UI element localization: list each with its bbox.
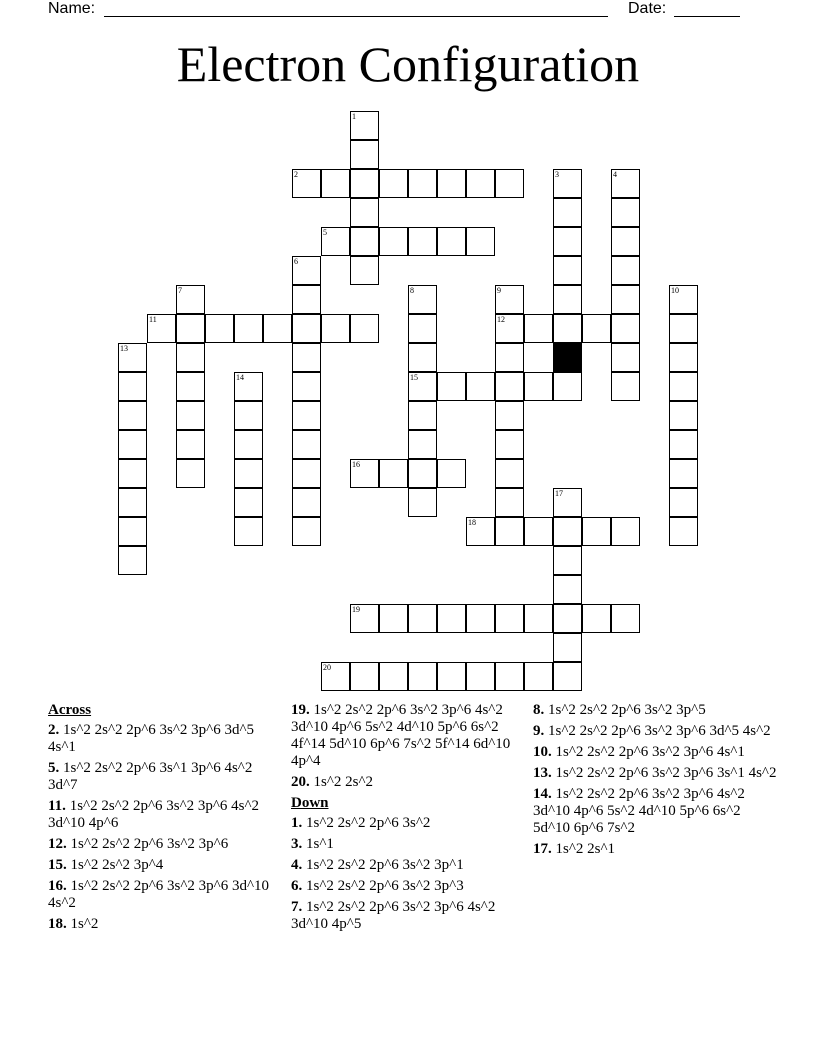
clue-number: 19. (291, 702, 310, 718)
grid-cell[interactable] (495, 401, 524, 430)
clue-text: 1s^2 2s^2 2p^6 3s^2 3p^6 3d^10 4s^2 (48, 878, 269, 911)
grid-cell[interactable] (379, 227, 408, 256)
grid-cell[interactable] (118, 430, 147, 459)
clue-down-7 (291, 899, 516, 933)
grid-cell[interactable] (495, 662, 524, 691)
clue-number: 9. (533, 723, 545, 739)
grid-cell[interactable] (495, 314, 524, 343)
name-label: Name: (48, 0, 96, 17)
cell-number: 14 (236, 373, 244, 382)
grid-cell[interactable] (669, 401, 698, 430)
clue-text: 1s^2 2s^2 2p^6 3s^2 3p^6 3d^5 4s^2 (548, 723, 771, 739)
grid-cell[interactable] (553, 285, 582, 314)
clue-text: 1s^2 2s^2 2p^6 3s^2 3p^6 3s^1 4s^2 (555, 765, 777, 781)
clue-number: 11. (48, 798, 66, 814)
grid-cell[interactable] (466, 662, 495, 691)
clue-across-18 (48, 916, 273, 933)
cell-number: 3 (555, 170, 559, 179)
grid-cell[interactable] (292, 459, 321, 488)
clue-down-13 (533, 765, 778, 782)
grid-cell[interactable] (408, 314, 437, 343)
grid-cell[interactable] (466, 604, 495, 633)
grid-cell[interactable] (524, 517, 553, 546)
clue-down-1 (291, 815, 516, 832)
grid-cell[interactable] (350, 662, 379, 691)
grid-cell[interactable] (408, 662, 437, 691)
grid-cell[interactable] (118, 401, 147, 430)
grid-cell[interactable] (611, 169, 640, 198)
grid-cell[interactable] (437, 227, 466, 256)
grid-cell[interactable] (321, 169, 350, 198)
clue-text: 1s^2 2s^2 3p^4 (70, 857, 164, 873)
clue-down-10 (533, 744, 778, 761)
grid-cell[interactable] (495, 430, 524, 459)
clue-number: 14. (533, 786, 552, 802)
grid-cell[interactable] (524, 372, 553, 401)
grid-cell[interactable] (669, 488, 698, 517)
grid-cell[interactable] (408, 488, 437, 517)
clue-number: 5. (48, 760, 60, 776)
cell-number: 16 (352, 460, 360, 469)
grid-cell[interactable] (292, 285, 321, 314)
grid-cell[interactable] (495, 488, 524, 517)
clue-text: 1s^2 2s^2 2p^6 3s^2 3p^6 4s^2 3d^10 4p^6 5s^2 4d^10 5p^6 6s^2 5d^10 6p^6 7s^2 (533, 786, 745, 836)
grid-cell[interactable] (611, 256, 640, 285)
clue-text: 1s^2 2s^2 (313, 774, 374, 790)
grid-cell[interactable] (466, 169, 495, 198)
clue-down-8 (533, 702, 778, 719)
grid-cell[interactable] (553, 604, 582, 633)
grid-cell[interactable] (408, 372, 437, 401)
clue-text: 1s^2 2s^2 2p^6 3s^2 3p^6 4s^1 (555, 744, 745, 760)
grid-cell[interactable] (292, 343, 321, 372)
grid-cell[interactable] (553, 314, 582, 343)
grid-cell[interactable] (350, 604, 379, 633)
grid-cell[interactable] (234, 430, 263, 459)
grid-cell[interactable] (176, 372, 205, 401)
grid-cell[interactable] (292, 256, 321, 285)
grid-cell[interactable] (408, 430, 437, 459)
grid-cell[interactable] (408, 401, 437, 430)
grid-cell[interactable] (437, 169, 466, 198)
clue-text: 1s^2 2s^2 2p^6 3s^2 3p^1 (306, 857, 464, 873)
grid-cell[interactable] (669, 517, 698, 546)
grid-cell[interactable] (292, 169, 321, 198)
clue-text: 1s^2 2s^2 2p^6 3s^2 3p^6 4s^2 3d^10 4p^5 (291, 899, 496, 932)
cell-number: 1 (352, 112, 356, 121)
grid-cell[interactable] (408, 285, 437, 314)
clue-number: 2. (48, 722, 60, 738)
clue-text: 1s^2 2s^2 2p^6 3s^2 3p^6 3d^5 4s^1 (48, 722, 254, 755)
grid-cell[interactable] (408, 343, 437, 372)
clue-number: 4. (291, 857, 303, 873)
grid-cell[interactable] (437, 459, 466, 488)
grid-cell[interactable] (379, 459, 408, 488)
clue-across-11 (48, 798, 273, 832)
grid-cell[interactable] (292, 488, 321, 517)
grid-cell[interactable] (466, 372, 495, 401)
grid-cell[interactable] (234, 401, 263, 430)
cell-number: 10 (671, 286, 679, 295)
across-heading: Across (48, 702, 92, 718)
grid-cell[interactable] (611, 227, 640, 256)
clue-down-3 (291, 836, 516, 853)
grid-cell[interactable] (495, 459, 524, 488)
clue-text: 1s^2 2s^2 2p^6 3s^2 3p^3 (306, 878, 464, 894)
cell-number: 7 (178, 286, 182, 295)
clue-text: 1s^2 2s^1 (555, 841, 616, 857)
grid-cell[interactable] (553, 198, 582, 227)
grid-cell[interactable] (118, 459, 147, 488)
grid-cell[interactable] (350, 198, 379, 227)
cell-number: 18 (468, 518, 476, 527)
date-label: Date: (628, 0, 667, 17)
grid-cell[interactable] (466, 517, 495, 546)
clue-number: 13. (533, 765, 552, 781)
grid-cell[interactable] (176, 401, 205, 430)
grid-cell[interactable] (234, 488, 263, 517)
clue-across-12 (48, 836, 273, 853)
clue-number: 1. (291, 815, 303, 831)
grid-cell[interactable] (379, 662, 408, 691)
clue-down-14 (533, 786, 778, 837)
cell-number: 20 (323, 663, 331, 672)
grid-cell[interactable] (350, 256, 379, 285)
grid-cell[interactable] (292, 401, 321, 430)
grid-cell[interactable] (408, 459, 437, 488)
cell-number: 9 (497, 286, 501, 295)
cell-number: 6 (294, 257, 298, 266)
grid-cell[interactable] (669, 343, 698, 372)
clue-down-4 (291, 857, 516, 874)
cell-number: 12 (497, 315, 505, 324)
page-title: Electron Configuration (176, 36, 640, 92)
clue-text: 1s^2 2s^2 2p^6 3s^2 3p^6 4s^2 3d^10 4p^6 (48, 798, 260, 831)
grid-cell[interactable] (350, 169, 379, 198)
clue-across-2 (48, 722, 273, 756)
grid-cell[interactable] (408, 169, 437, 198)
grid-cell[interactable] (234, 314, 263, 343)
clue-number: 18. (48, 916, 67, 932)
grid-cell[interactable] (379, 169, 408, 198)
grid-cell[interactable] (176, 343, 205, 372)
grid-cell[interactable] (611, 314, 640, 343)
clue-number: 16. (48, 878, 67, 894)
grid-cell[interactable] (234, 517, 263, 546)
grid-cell[interactable] (669, 372, 698, 401)
grid-cell[interactable] (234, 372, 263, 401)
clues-column-3 (533, 702, 778, 862)
clue-number: 10. (533, 744, 552, 760)
grid-cell[interactable] (524, 662, 553, 691)
grid-cell[interactable] (379, 604, 408, 633)
grid-cell[interactable] (553, 256, 582, 285)
clue-across-15 (48, 857, 273, 874)
grid-cell[interactable] (611, 343, 640, 372)
grid-cell[interactable] (350, 227, 379, 256)
clue-number: 3. (291, 836, 303, 852)
grid-cell[interactable] (408, 227, 437, 256)
grid-cell[interactable] (669, 314, 698, 343)
grid-cell[interactable] (118, 343, 147, 372)
grid-cell[interactable] (350, 459, 379, 488)
grid-cell[interactable] (495, 604, 524, 633)
grid-cell[interactable] (669, 285, 698, 314)
grid-cell[interactable] (553, 169, 582, 198)
clue-across-19 (291, 702, 516, 770)
cell-number: 2 (294, 170, 298, 179)
grid-cell[interactable] (524, 604, 553, 633)
grid-cell[interactable] (495, 517, 524, 546)
clue-down-6 (291, 878, 516, 895)
grid-cell[interactable] (437, 372, 466, 401)
down-heading: Down (291, 795, 329, 811)
clue-number: 15. (48, 857, 67, 873)
clue-text: 1s^2 2s^2 2p^6 3s^1 3p^6 4s^2 3d^7 (48, 760, 253, 793)
clue-text: 1s^2 2s^2 2p^6 3s^2 3p^6 4s^2 3d^10 4p^6 5s^2 4d^10 5p^6 6s^2 4f^14 5d^10 6p^6 7s^2 5f^14 6d^10 4p^4 (291, 702, 511, 769)
clue-number: 8. (533, 702, 545, 718)
clue-down-9 (533, 723, 778, 740)
grid-cell[interactable] (495, 285, 524, 314)
grid-cell[interactable] (437, 662, 466, 691)
cell-number: 4 (613, 170, 617, 179)
black-cell (553, 343, 582, 372)
grid-cell[interactable] (553, 488, 582, 517)
grid-cell[interactable] (495, 372, 524, 401)
grid-cell[interactable] (234, 459, 263, 488)
grid-cell[interactable] (176, 430, 205, 459)
clue-text: 1s^2 2s^2 2p^6 3s^2 3p^6 (70, 836, 229, 852)
grid-cell[interactable] (553, 227, 582, 256)
clue-number: 12. (48, 836, 67, 852)
grid-cell[interactable] (292, 314, 321, 343)
clue-number: 17. (533, 841, 552, 857)
cell-number: 17 (555, 489, 563, 498)
grid-cell[interactable] (321, 314, 350, 343)
grid-cell[interactable] (553, 662, 582, 691)
grid-cell[interactable] (582, 517, 611, 546)
grid-cell[interactable] (176, 314, 205, 343)
grid-cell[interactable] (611, 604, 640, 633)
clue-number: 7. (291, 899, 303, 915)
clues-column-2 (291, 702, 516, 937)
grid-cell[interactable] (669, 459, 698, 488)
grid-cell[interactable] (118, 546, 147, 575)
cell-number: 15 (410, 373, 418, 382)
clue-across-16 (48, 878, 273, 912)
grid-cell[interactable] (553, 546, 582, 575)
grid-cell[interactable] (408, 604, 437, 633)
grid-cell[interactable] (582, 604, 611, 633)
grid-cell[interactable] (437, 604, 466, 633)
grid-cell[interactable] (321, 662, 350, 691)
clues-column-1 (48, 702, 273, 937)
grid-cell[interactable] (292, 430, 321, 459)
cell-number: 11 (149, 315, 157, 324)
grid-cell[interactable] (147, 314, 176, 343)
cell-number: 13 (120, 344, 128, 353)
clue-number: 20. (291, 774, 310, 790)
grid-cell[interactable] (263, 314, 292, 343)
grid-cell[interactable] (495, 169, 524, 198)
grid-cell[interactable] (611, 198, 640, 227)
grid-cell[interactable] (118, 372, 147, 401)
cell-number: 19 (352, 605, 360, 614)
grid-cell[interactable] (553, 372, 582, 401)
clue-number: 6. (291, 878, 303, 894)
grid-cell[interactable] (553, 575, 582, 604)
grid-cell[interactable] (611, 372, 640, 401)
grid-cell[interactable] (611, 517, 640, 546)
grid-cell[interactable] (118, 517, 147, 546)
clue-down-17 (533, 841, 778, 858)
grid-cell[interactable] (350, 140, 379, 169)
grid-cell[interactable] (292, 372, 321, 401)
cell-number: 8 (410, 286, 414, 295)
grid-cell[interactable] (350, 314, 379, 343)
grid-cell[interactable] (466, 227, 495, 256)
grid-cell[interactable] (495, 343, 524, 372)
grid-cell[interactable] (553, 517, 582, 546)
grid-cell[interactable] (118, 488, 147, 517)
clue-across-20 (291, 774, 516, 791)
grid-cell[interactable] (205, 314, 234, 343)
clue-text: 1s^2 2s^2 2p^6 3s^2 (306, 815, 431, 831)
grid-cell[interactable] (350, 111, 379, 140)
grid-cell[interactable] (669, 430, 698, 459)
grid-cell[interactable] (176, 285, 205, 314)
grid-cell[interactable] (176, 459, 205, 488)
grid-cell[interactable] (611, 285, 640, 314)
clue-text: 1s^1 (306, 836, 334, 852)
cell-number: 5 (323, 228, 327, 237)
grid-cell[interactable] (524, 314, 553, 343)
clue-across-5 (48, 760, 273, 794)
clue-text: 1s^2 (70, 916, 99, 932)
clue-text: 1s^2 2s^2 2p^6 3s^2 3p^5 (548, 702, 706, 718)
grid-cell[interactable] (582, 314, 611, 343)
grid-cell[interactable] (553, 633, 582, 662)
grid-cell[interactable] (292, 517, 321, 546)
grid-cell[interactable] (321, 227, 350, 256)
